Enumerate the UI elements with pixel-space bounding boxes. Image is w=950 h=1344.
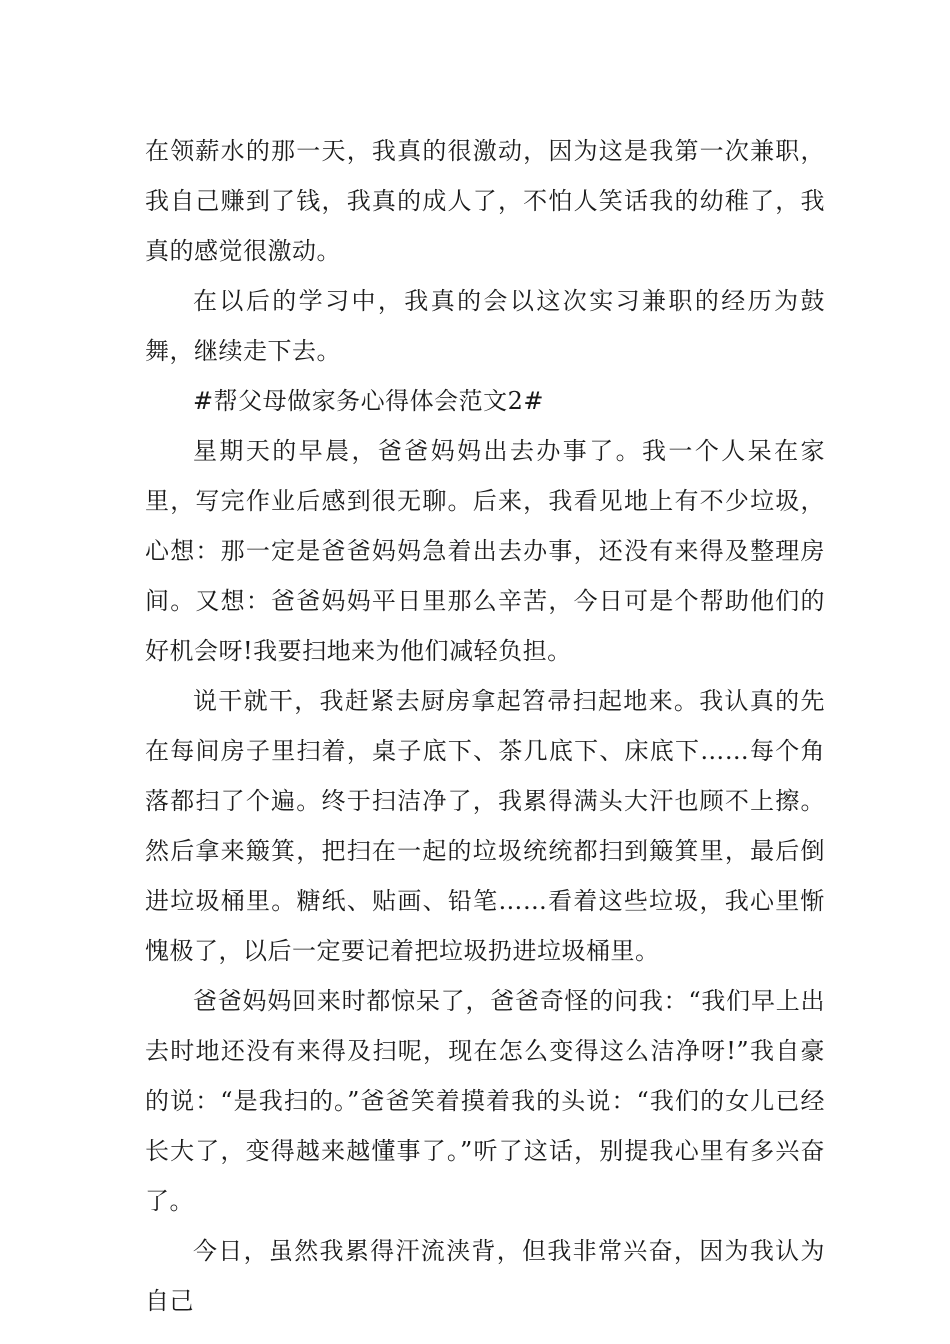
paragraph-1: 在领薪水的那一天，我真的很激动，因为这是我第一次兼职，我自己赚到了钱，我真的成人了，不怕人笑话我的幼稚了，我真的感觉很激动。 bbox=[145, 137, 825, 265]
paragraph-3: 星期天的早晨，爸爸妈妈出去办事了。我一个人呆在家里，写完作业后感到很无聊。后来，我看见地上有不少垃圾，心想：那一定是爸爸妈妈急着出去办事，还没有来得及整理房间。又想：爸爸妈妈平日里那么辛苦，今日可是个帮助他们的好机会呀!我要扫地来为他们减轻负担。 bbox=[145, 437, 825, 665]
paragraph-4: 说干就干，我赶紧去厨房拿起笤帚扫起地来。我认真的先在每间房子里扫着，桌子底下、茶几底下、床底下……每个角落都扫了个遍。终于扫洁净了，我累得满头大汗也顾不上擦。然后拿来簸箕，把扫在一起的垃圾统统都扫到簸箕里，最后倒进垃圾桶里。糖纸、贴画、铅笔……看着这些垃圾，我心里惭愧极了，以后一定要记着把垃圾扔进垃圾桶里。 bbox=[145, 687, 825, 965]
section-heading: #帮父母做家务心得体会范文2# bbox=[193, 387, 544, 415]
paragraph-2: 在以后的学习中，我真的会以这次实习兼职的经历为鼓舞，继续走下去。 bbox=[145, 287, 825, 365]
paragraph-5: 爸爸妈妈回来时都惊呆了，爸爸奇怪的问我：“我们早上出去时地还没有来得及扫呢，现在怎么变得这么洁净呀!”我自豪的说：“是我扫的。”爸爸笑着摸着我的头说：“我们的女儿已经长大了，变得越来越懂事了。”听了这话，别提我心里有多兴奋了。 bbox=[145, 987, 825, 1215]
document-body bbox=[145, 126, 825, 1326]
paragraph-6: 今日，虽然我累得汗流浃背，但我非常兴奋，因为我认为自己 bbox=[145, 1237, 825, 1315]
